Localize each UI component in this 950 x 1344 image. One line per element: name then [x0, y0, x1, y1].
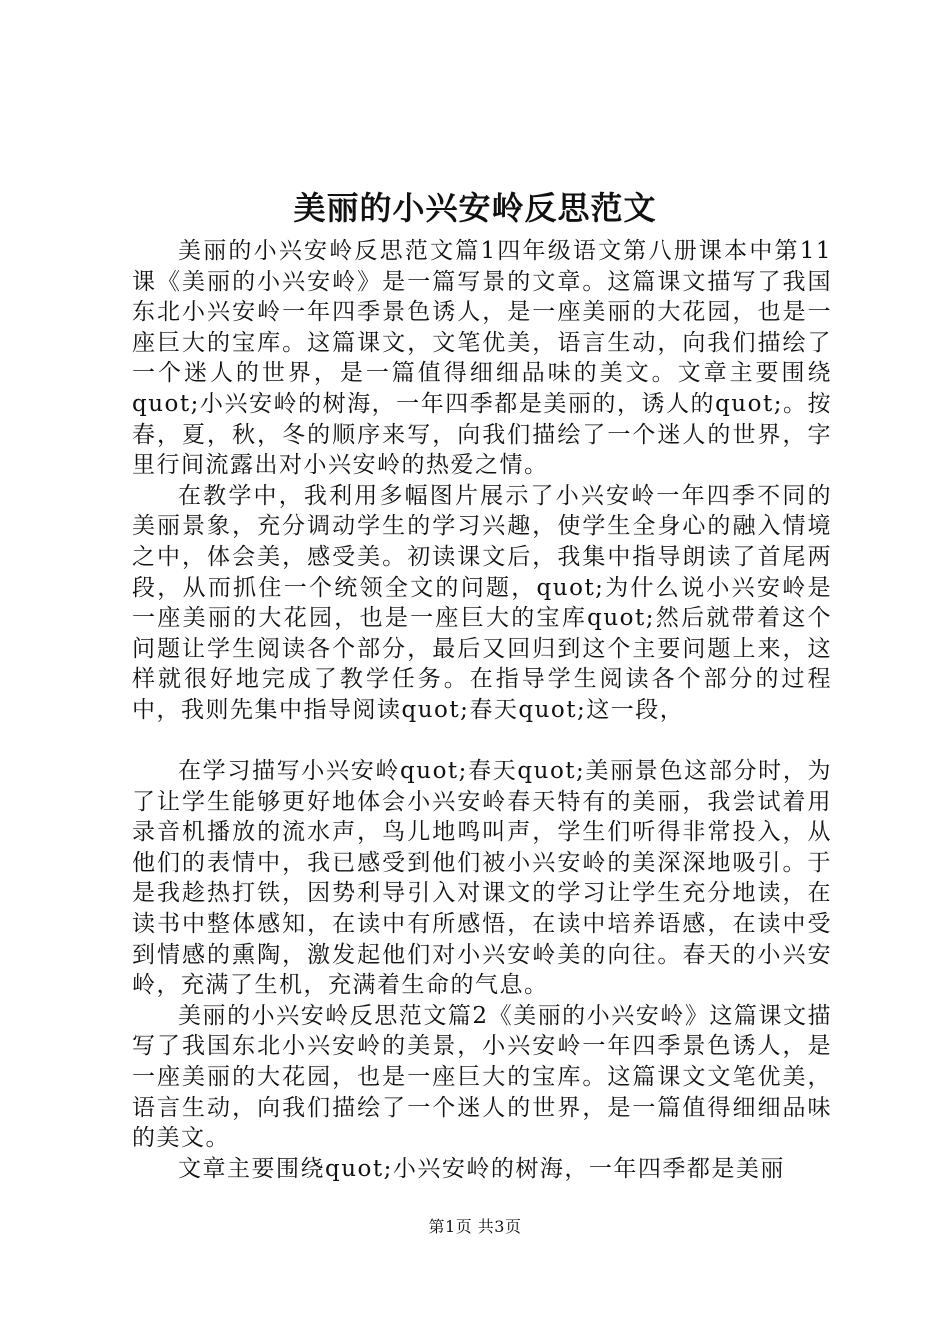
document-body	[132, 236, 832, 1184]
paragraph-4: 美丽的小兴安岭反思范文篇2《美丽的小兴安岭》这篇课文描写了我国东北小兴安岭的美景，小兴安岭一年四季景色诱人，是一座美丽的大花园，也是一座巨大的宝库。这篇课文文笔优美，语言生动，向我们描绘了一个迷人的世界，是一篇值得细细品味的美文。	[132, 1002, 832, 1152]
document-title: 美丽的小兴安岭反思范文	[293, 189, 657, 227]
paragraph-5: 文章主要围绕quot;小兴安岭的树海，一年四季都是美丽	[178, 1155, 785, 1182]
paragraph-2: 在教学中，我利用多幅图片展示了小兴安岭一年四季不同的美丽景象，充分调动学生的学习兴趣，使学生全身心的融入情境之中，体会美，感受美。初读课文后，我集中指导朗读了首尾两段，从而抓住一个统领全文的问题，quot;为什么说小兴安岭是一座美丽的大花园，也是一座巨大的宝库quot;然后就带着这个问题让学生阅读各个部分，最后又回归到这个主要问题上来，这样就很好地完成了教学任务。在指导学生阅读各个部分的过程中，我则先集中指导阅读quot;春天quot;这一段，	[132, 482, 832, 723]
paragraph-1: 美丽的小兴安岭反思范文篇1四年级语文第八册课本中第11课《美丽的小兴安岭》是一篇写景的文章。这篇课文描写了我国东北小兴安岭一年四季景色诱人，是一座美丽的大花园，也是一座巨大的宝库。这篇课文，文笔优美，语言生动，向我们描绘了一个迷人的世界，是一篇值得细细品味的美文。文章主要围绕quot;小兴安岭的树海，一年四季都是美丽的，诱人的quot;。按春，夏，秋，冬的顺序来写，向我们描绘了一个迷人的世界，字里行间流露出对小兴安岭的热爱之情。	[132, 238, 832, 479]
page-footer: 第1页 共3页	[428, 1217, 522, 1236]
paragraph-3: 在学习描写小兴安岭quot;春天quot;美丽景色这部分时，为了让学生能够更好地体会小兴安岭春天特有的美丽，我尝试着用录音机播放的流水声，鸟儿地鸣叫声，学生们听得非常投入，从他们的表情中，我已感受到他们被小兴安岭的美深深地吸引。于是我趁热打铁，因势利导引入对课文的学习让学生充分地读，在读书中整体感知，在读中有所感悟，在读中培养语感，在读中受到情感的熏陶，激发起他们对小兴安岭美的向往。春天的小兴安岭，充满了生机，充满着生命的气息。	[132, 758, 832, 999]
